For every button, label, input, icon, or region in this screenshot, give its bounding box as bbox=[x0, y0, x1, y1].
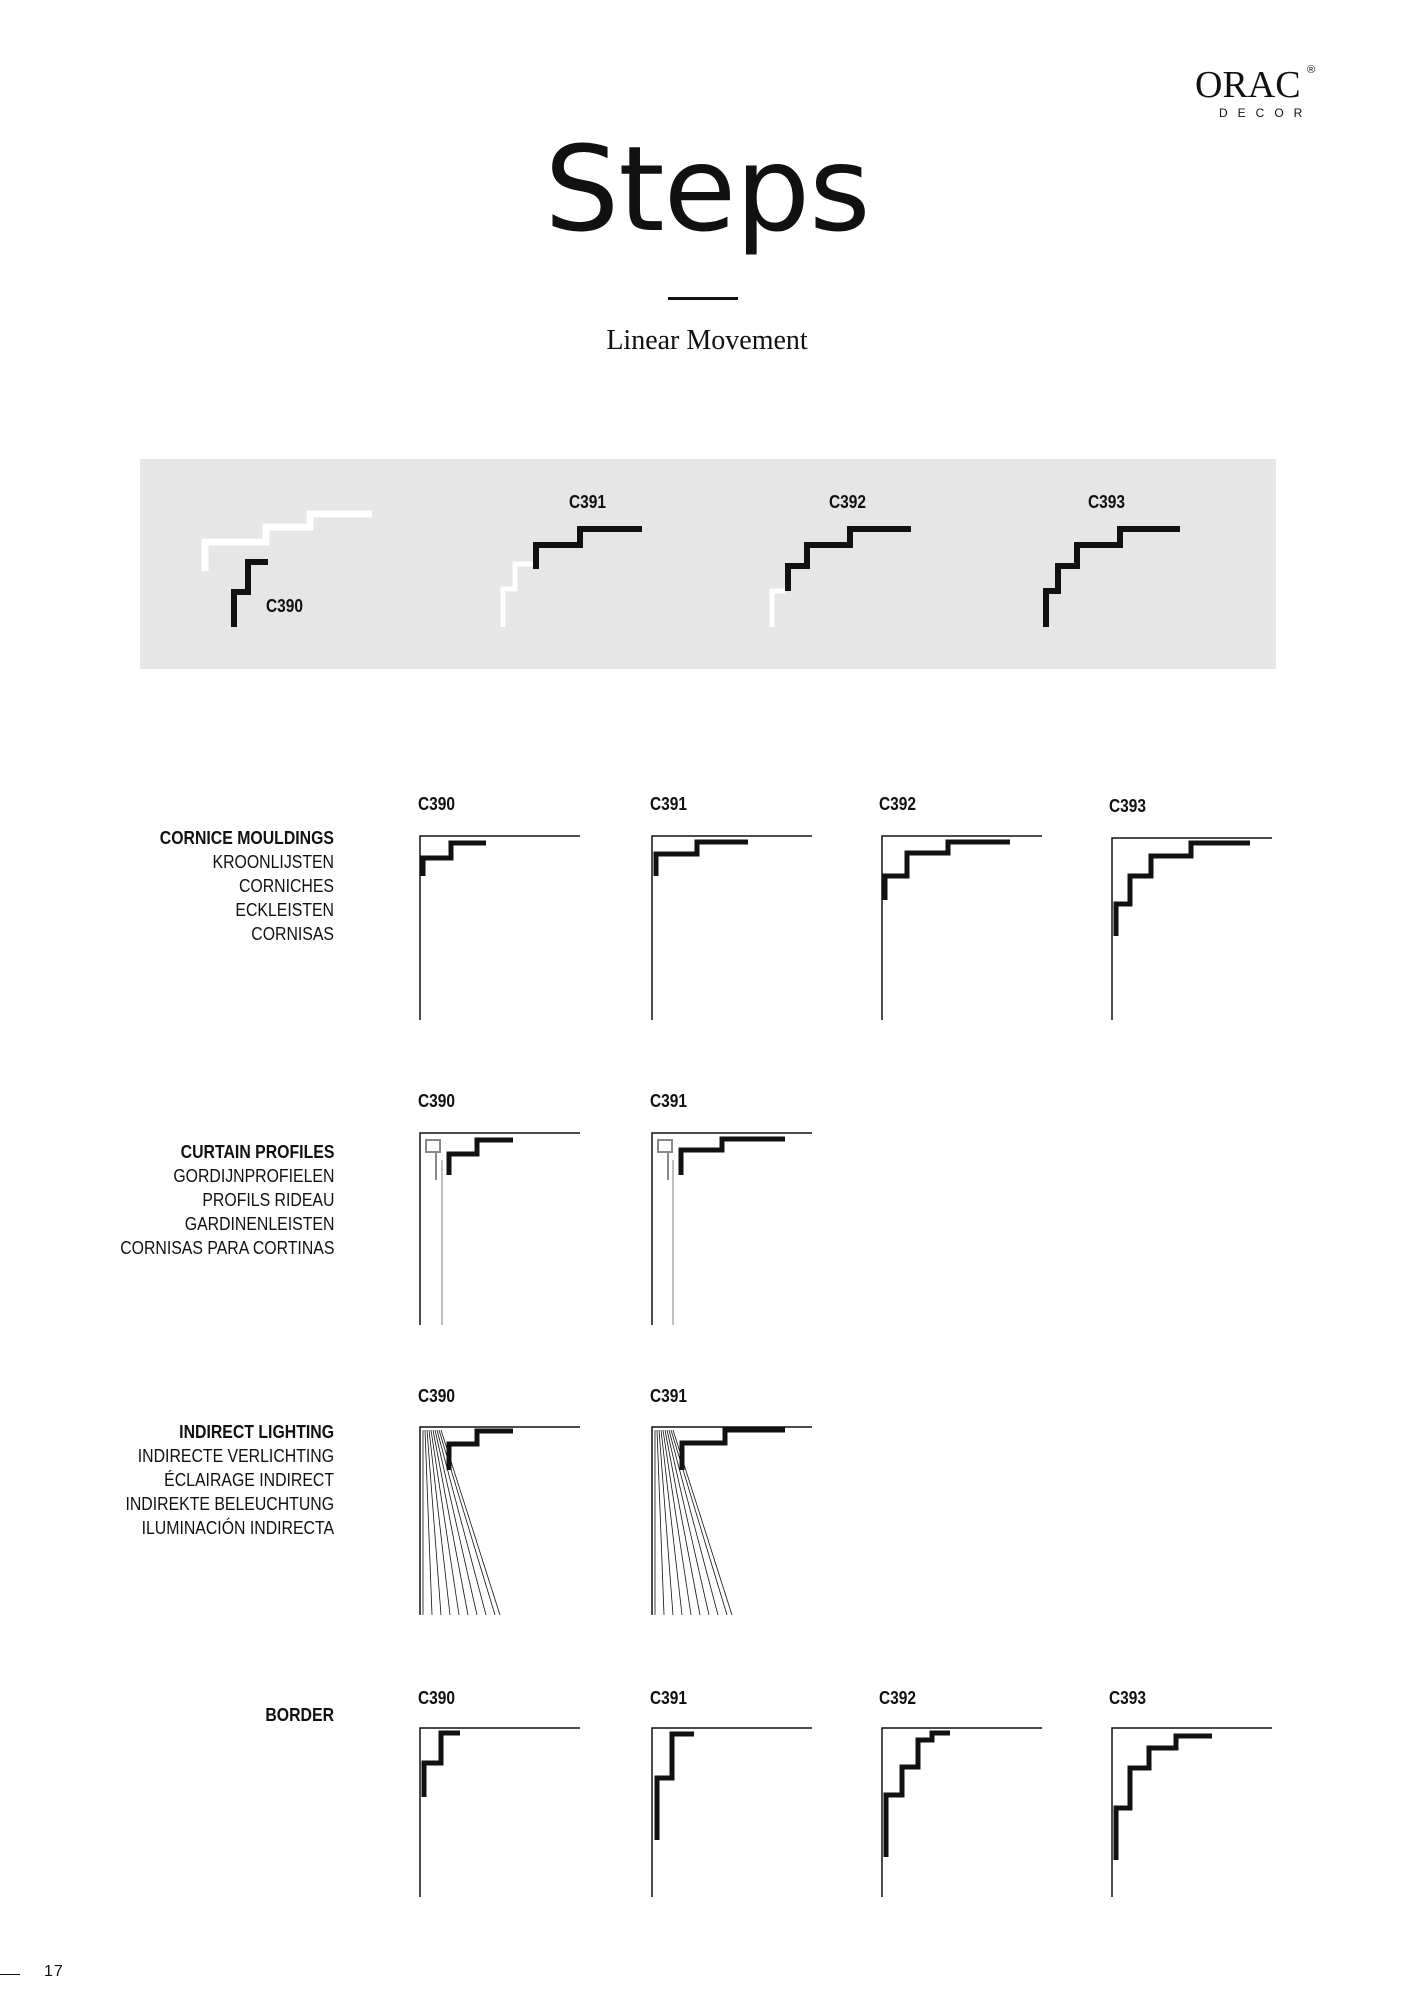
section-translation: INDIRECTE VERLICHTING bbox=[137, 1446, 334, 1466]
section-translation: KROONLIJSTEN bbox=[212, 852, 334, 872]
border-c393-diagram bbox=[1112, 1728, 1272, 1897]
section-translation: CORNICHES bbox=[238, 876, 334, 896]
cornice-code-c393: C393 bbox=[1109, 796, 1147, 816]
cornice-c391-diagram bbox=[652, 836, 812, 1020]
cornice-code-c391: C391 bbox=[650, 794, 688, 814]
curtain-code-c391: C391 bbox=[650, 1091, 688, 1111]
border-c390-diagram bbox=[420, 1728, 580, 1897]
section-translation: GORDIJNPROFIELEN bbox=[172, 1166, 334, 1186]
overview-code-c390: C390 bbox=[266, 596, 304, 616]
section-translation: ÉCLAIRAGE INDIRECT bbox=[164, 1470, 334, 1490]
section-curtain-label bbox=[120, 1140, 334, 1260]
lighting-c391-diagram bbox=[652, 1427, 812, 1615]
lighting-code-c390: C390 bbox=[418, 1386, 456, 1406]
page-title: Steps bbox=[544, 120, 870, 258]
section-translation: PROFILS RIDEAU bbox=[201, 1190, 334, 1210]
curtain-code-c390: C390 bbox=[418, 1091, 456, 1111]
lighting-code-c391: C391 bbox=[650, 1386, 688, 1406]
cornice-c393-diagram bbox=[1112, 838, 1272, 1020]
border-code-c391: C391 bbox=[650, 1688, 688, 1708]
curtain-c391-diagram bbox=[652, 1133, 812, 1325]
border-code-c393: C393 bbox=[1109, 1688, 1147, 1708]
page-number-rule bbox=[0, 1974, 20, 1975]
cornice-code-c390: C390 bbox=[418, 794, 456, 814]
section-heading: CORNICE MOULDINGS bbox=[159, 828, 334, 848]
light-rays bbox=[655, 1430, 732, 1615]
lighting-c390-diagram bbox=[420, 1427, 580, 1615]
registered-mark: ® bbox=[1307, 64, 1316, 76]
border-code-c390: C390 bbox=[418, 1688, 456, 1708]
section-heading: BORDER bbox=[265, 1705, 334, 1725]
cornice-c392-diagram bbox=[882, 836, 1042, 1020]
cornice-code-c392: C392 bbox=[879, 794, 917, 814]
section-heading: CURTAIN PROFILES bbox=[180, 1142, 334, 1162]
overview-code-c392: C392 bbox=[829, 492, 867, 512]
overview-code-c393: C393 bbox=[1088, 492, 1126, 512]
logo-word: ORAC bbox=[1195, 64, 1301, 106]
section-translation: CORNISAS bbox=[251, 924, 334, 944]
page-number: 17 bbox=[44, 1963, 64, 1980]
section-lighting-label bbox=[125, 1420, 334, 1540]
section-translation: CORNISAS PARA CORTINAS bbox=[119, 1238, 334, 1258]
light-rays bbox=[423, 1430, 500, 1615]
border-code-c392: C392 bbox=[879, 1688, 917, 1708]
logo-subtitle: DECOR bbox=[1219, 106, 1313, 120]
section-translation: ILUMINACIÓN INDIRECTA bbox=[141, 1518, 334, 1538]
border-c392-diagram bbox=[882, 1728, 1042, 1897]
section-translation: INDIREKTE BELEUCHTUNG bbox=[125, 1494, 334, 1514]
page-subtitle: Linear Movement bbox=[606, 325, 808, 356]
section-translation: GARDINENLEISTEN bbox=[184, 1214, 334, 1234]
section-border-label bbox=[265, 1703, 334, 1727]
overview-code-c391: C391 bbox=[569, 492, 607, 512]
border-c391-diagram bbox=[652, 1728, 812, 1897]
cornice-c390-diagram bbox=[420, 836, 580, 1020]
section-heading: INDIRECT LIGHTING bbox=[179, 1422, 334, 1442]
curtain-c390-diagram bbox=[420, 1133, 580, 1325]
section-translation: ECKLEISTEN bbox=[235, 900, 334, 920]
